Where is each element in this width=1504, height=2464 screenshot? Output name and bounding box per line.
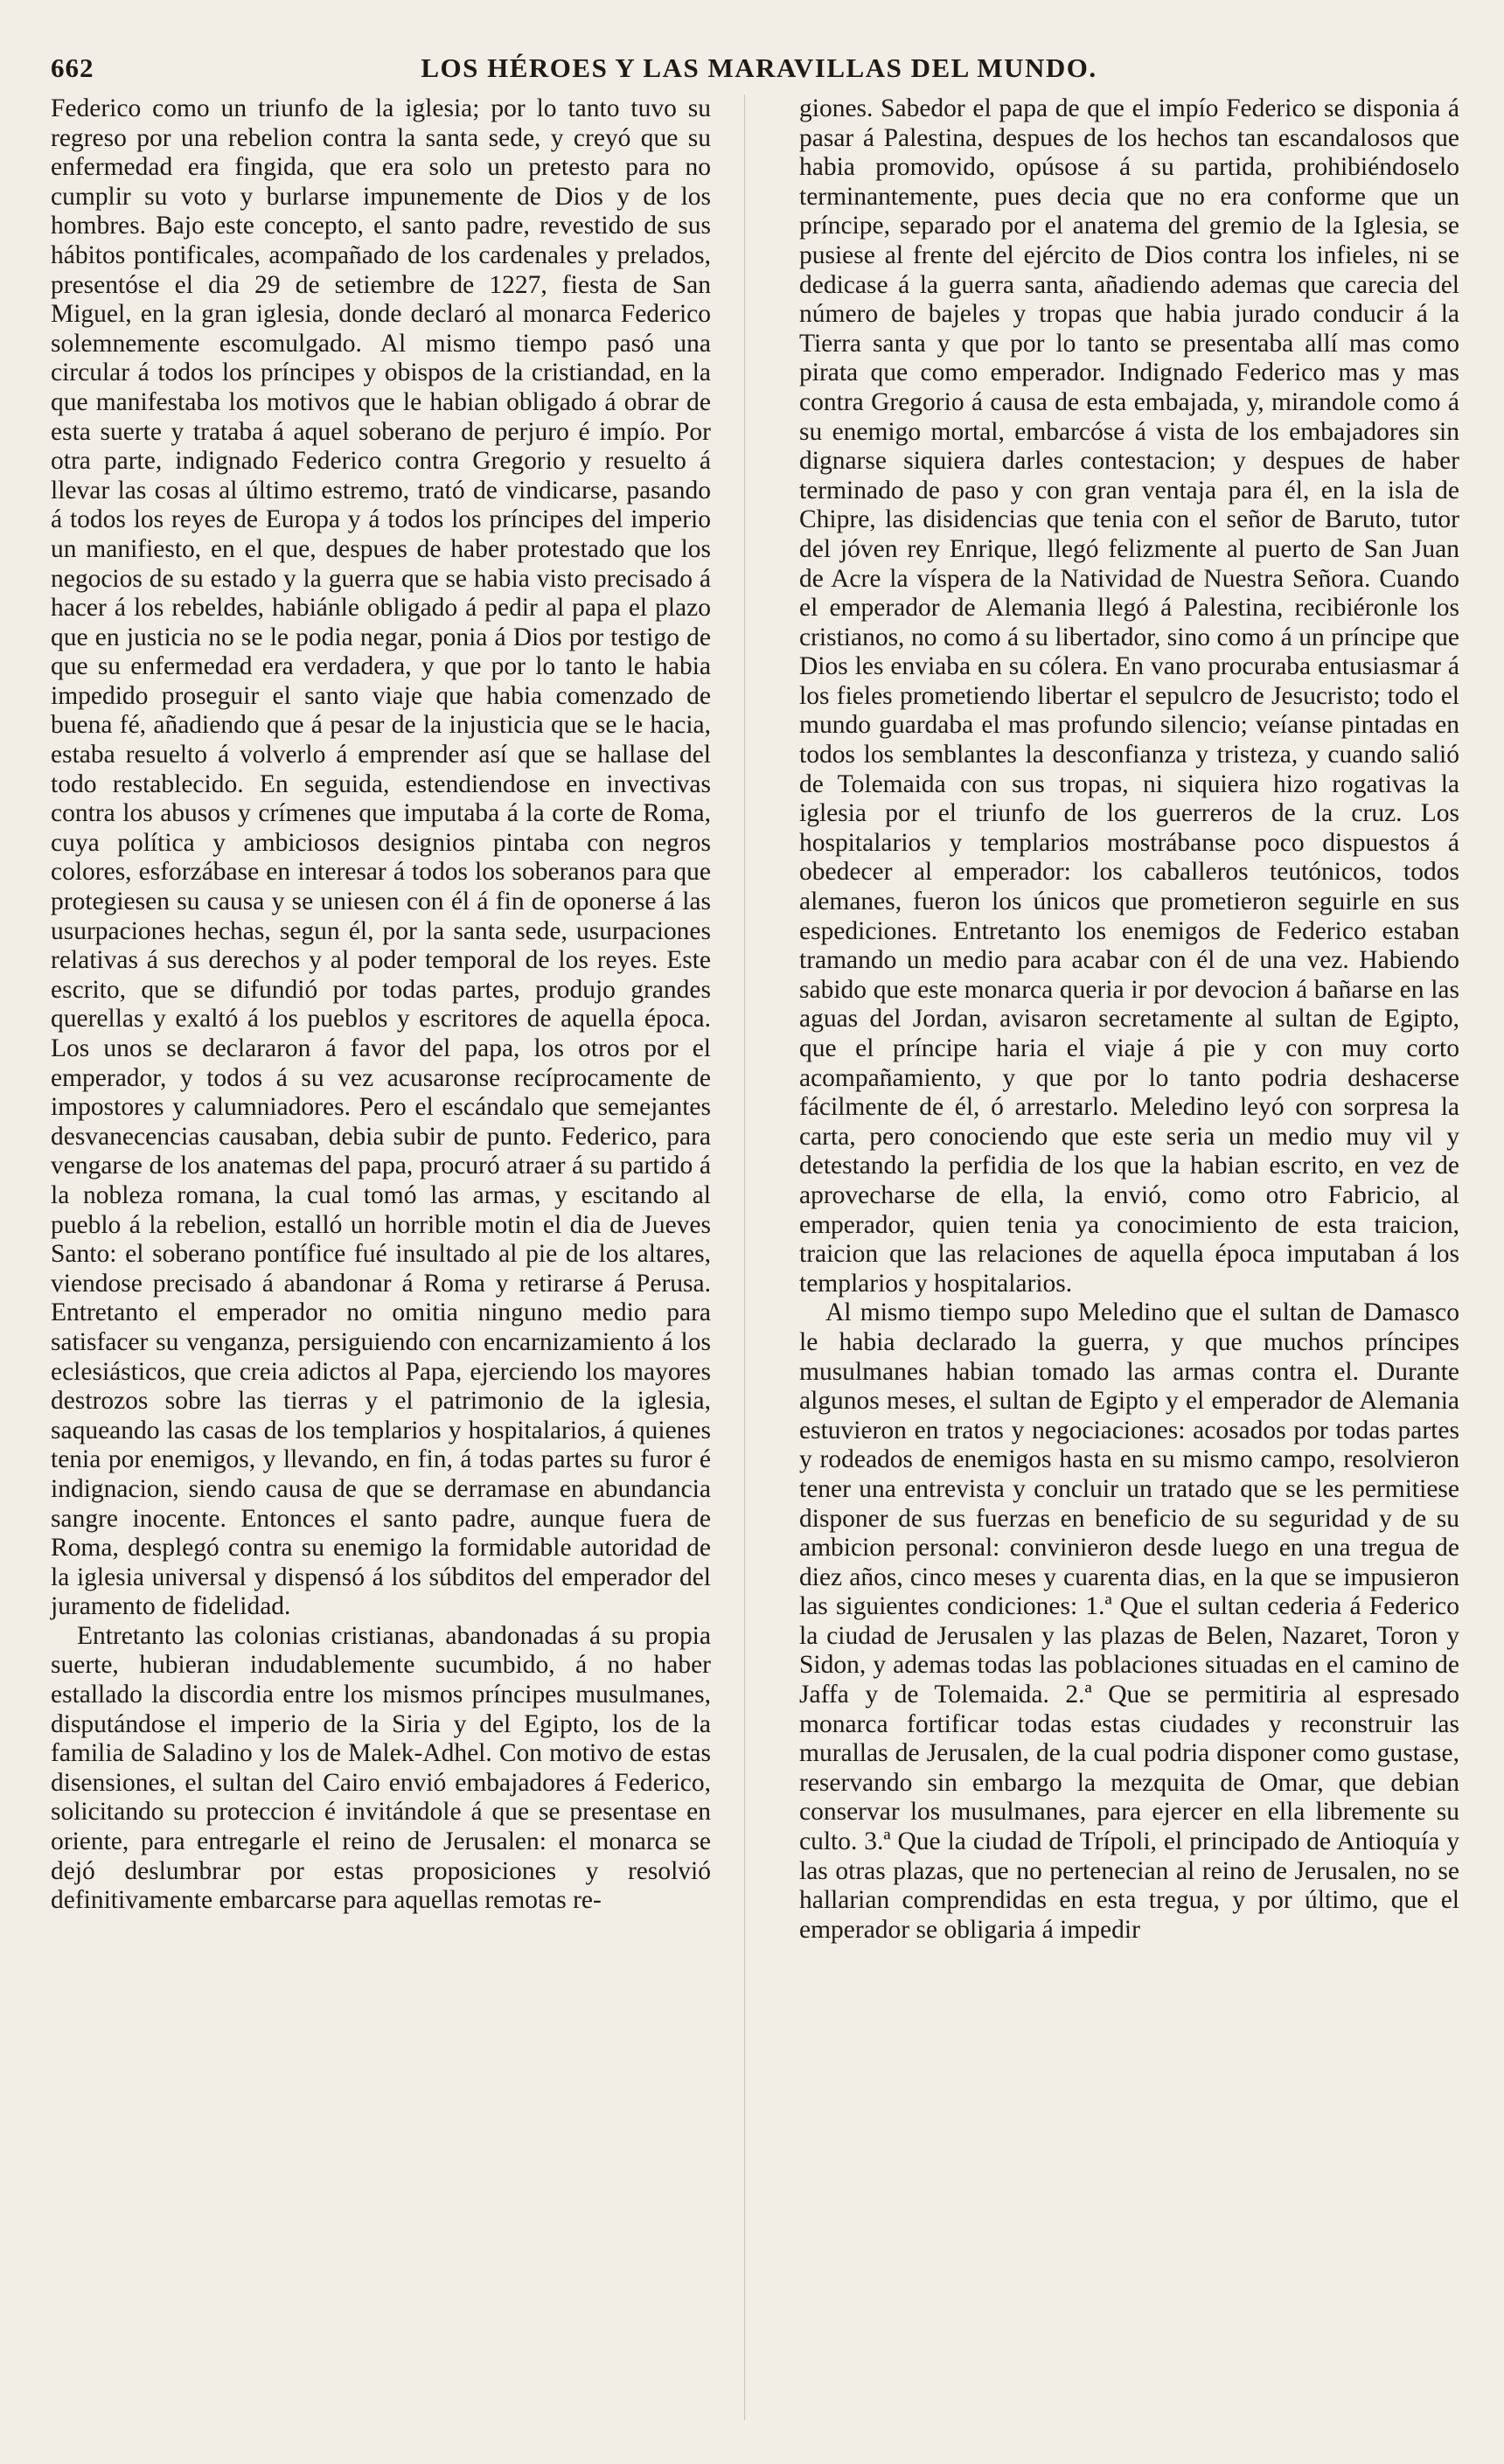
paragraph: giones. Sabedor el papa de que el impío Federico se disponia á pasar á Palestina, despues de los hechos tan escandalosos que habia promovido, opúsose á su partida, prohibiéndoselo terminantemente, pues decia que no era conforme que un príncipe, separado por el anatema del gremio de la Iglesia, se pusiese al frente del ejército de Dios contra los infieles, ni se dedicase á la guerra santa, añadiendo ademas que carecia del número de bajeles y tropas que habia jurado conducir á la Tierra santa y que por lo tanto se presentaba allí mas como pirata que como emperador. Indignado Federico mas y mas contra Gregorio á causa de esta embajada, y, mirandole como á su enemigo mortal, embarcóse á vista de los embajadores sin dignarse siquiera darles contestacion; y despues de haber terminado de paso y con gran ventaja para él, en la isla de Chipre, las disidencias que tenia con el señor de Baruto, tutor del jóven rey Enrique, llegó felizmente al puerto de San Juan de Acre la víspera de la Natividad de Nuestra Señora. Cuando el emperador de Alemania llegó á Palestina, recibiéronle los cristianos, no como á su libertador, sino como á un príncipe que Dios les enviaba en su cólera. En vano procuraba entusiasmar á los fieles prometiendo libertar el sepulcro de Jesucristo; todo el mundo guardaba el mas profundo silencio; veíanse pintadas en todos los semblantes la desconfianza y tristeza, y cuando salió de Tolemaida con sus tropas, ni siquiera hizo rogativas la iglesia por el triunfo de los guerreros de la cruz. Los hospitalarios y templarios mostrábanse poco dispuestos á obedecer al emperador: los caballeros teutónicos, todos alemanes, fueron los únicos que prometieron seguirle en sus espediciones. Entretanto los enemigos de Federico estaban tramando un medio para acabar con él de una vez. Habiendo sabido que este monarca queria ir por devocion á bañarse en las aguas del Jordan, avisaron secretamente al sultan de Egipto, que el príncipe haria el viaje á pie y con muy corto acompañamiento, y que por lo tanto podria deshacerse fácilmente de él, ó arrestarlo. Meledino leyó con sorpresa la carta, pero conociendo que este seria un medio muy vil y detestando la perfidia de los que la habian escrito, en vez de aprovecharse de ella, la envió, como otro Fabricio, al emperador, quien tenia ya conocimiento de esta traicion, traicion que las relaciones de aquella época imputaban á los templarios y hospitalarios. [799, 94, 1459, 1298]
paragraph: Al mismo tiempo supo Meledino que el sultan de Damasco le habia declarado la guerra, y que muchos príncipes musulmanes habian tomado las armas contra el. Durante algunos meses, el sultan de Egipto y el emperador de Alemania estuvieron en tratos y negociaciones: acosados por todas partes y rodeados de enemigos hasta en su mismo campo, resolvieron tener una entrevista y concluir un tratado que se les permitiese disponer de sus fuerzas en beneficio de su seguridad y de su ambicion personal: convinieron desde luego en una tregua de diez años, cinco meses y cuarenta dias, en la que se impusieron las siguientes condiciones: 1.ª Que el sultan cederia á Federico la ciudad de Jerusalen y las plazas de Belen, Nazaret, Toron y Sidon, y ademas todas las poblaciones situadas en el camino de Jaffa y de Tolemaida. 2.ª Que se permitiria al espresado monarca fortificar todas estas ciudades y reconstruir las murallas de Jerusalen, de la cual podria disponer como gustase, reservando sin embargo la mezquita de Omar, que debian conservar los musulmanes, para ejercer en ella libremente su culto. 3.ª Que la ciudad de Trípoli, el principado de Antioquía y las otras plazas, que no pertenecian al reino de Jerusalen, no se hallarian comprendidas en esta tregua, y por último, que el emperador se obligaria á impedir [799, 1298, 1459, 1944]
paragraph: Entretanto las colonias cristianas, abandonadas á su propia suerte, hubieran indudablemente sucumbido, á no haber estallado la discordia entre los mismos príncipes musulmanes, disputándose el imperio de la Siria y del Egipto, los de la familia de Saladino y los de Malek-Adhel. Con motivo de estas disensiones, el sultan del Cairo envió embajadores á Federico, solicitando su proteccion é invitándole á que se presentase en oriente, para entregarle el reino de Jerusalen: el monarca se dejó deslumbrar por estas proposiciones y resolvió definitivamente embarcarse para aquellas remotas re- [51, 1621, 711, 1915]
running-title: LOS HÉROES Y LAS MARAVILLAS DEL MUNDO. [421, 52, 1097, 83]
left-column [51, 94, 711, 1916]
page-header [51, 52, 1467, 87]
paragraph: Federico como un triunfo de la iglesia; por lo tanto tuvo su regreso por una rebelion contra la santa sede, y creyó que su enfermedad era fingida, que era solo un pretesto para no cumplir su voto y burlarse impunemente de Dios y de los hombres. Bajo este concepto, el santo padre, revestido de sus hábitos pontificales, acompañado de los cardenales y prelados, presentóse el dia 29 de setiembre de 1227, fiesta de San Miguel, en la gran iglesia, donde declaró al monarca Federico solemnemente escomulgado. Al mismo tiempo pasó una circular á todos los príncipes y obispos de la cristiandad, en la que manifestaba los motivos que le habian obligado á obrar de esta suerte y trataba á aquel soberano de perjuro é impío. Por otra parte, indignado Federico contra Gregorio y resuelto á llevar las cosas al último estremo, trató de vindicarse, pasando á todos los reyes de Europa y á todos los príncipes del imperio un manifiesto, en el que, despues de haber protestado que los negocios de su estado y la guerra que se habia visto precisado á hacer á los rebeldes, habiánle obligado á pedir al papa el plazo que en justicia no se le podia negar, ponia á Dios por testigo de que su enfermedad era verdadera, y que por lo tanto le habia impedido proseguir el santo viaje que habia comenzado de buena fé, añadiendo que á pesar de la injusticia que se le hacia, estaba resuelto á volverlo á emprender así que se hallase del todo restablecido. En seguida, estendiendose en invectivas contra los abusos y crímenes que imputaba á la corte de Roma, cuya política y ambiciosos designios pintaba con negros colores, esforzábase en interesar á todos los soberanos para que protegiesen su causa y se uniesen con él á fin de oponerse á las usurpaciones hechas, segun él, por la santa sede, usurpaciones relativas á sus derechos y al poder temporal de los reyes. Este escrito, que se difundió por todas partes, produjo grandes querellas y exaltó á los pueblos y escritores de aquella época. Los unos se declararon á favor del papa, los otros por el emperador, y todos á su vez acusaronse recíprocamente de impostores y calumniadores. Pero el escándalo que semejantes desvanecencias causaban, debia subir de punto. Federico, para vengarse de los anatemas del papa, procuró atraer á su partido á la nobleza romana, la cual tomó las armas, y escitando al pueblo á la rebelion, estalló un horrible motin el dia de Jueves Santo: el soberano pontífice fué insultado al pie de los altares, viendose precisado á abandonar á Roma y retirarse á Perusa. Entretanto el emperador no omitia ninguno medio para satisfacer su venganza, persiguiendo con encarnizamiento á los eclesiásticos, que creia adictos al Papa, ejerciendo los mayores destrozos sobre las tierras y el patrimonio de la iglesia, saqueando las casas de los templarios y hospitalarios, á quienes tenia por enemigos, y llevando, en fin, á todas partes su furor é indignacion, siendo causa de que se derramase en abundancia sangre inocente. Entonces el santo padre, aunque fuera de Roma, desplegó contra su enemigo la formidable autoridad de la iglesia universal y dispensó á los súbditos del emperador del juramento de fidelidad. [51, 94, 711, 1621]
right-column [799, 94, 1459, 1945]
page-number: 662 [51, 52, 94, 83]
column-divider [744, 94, 745, 2420]
